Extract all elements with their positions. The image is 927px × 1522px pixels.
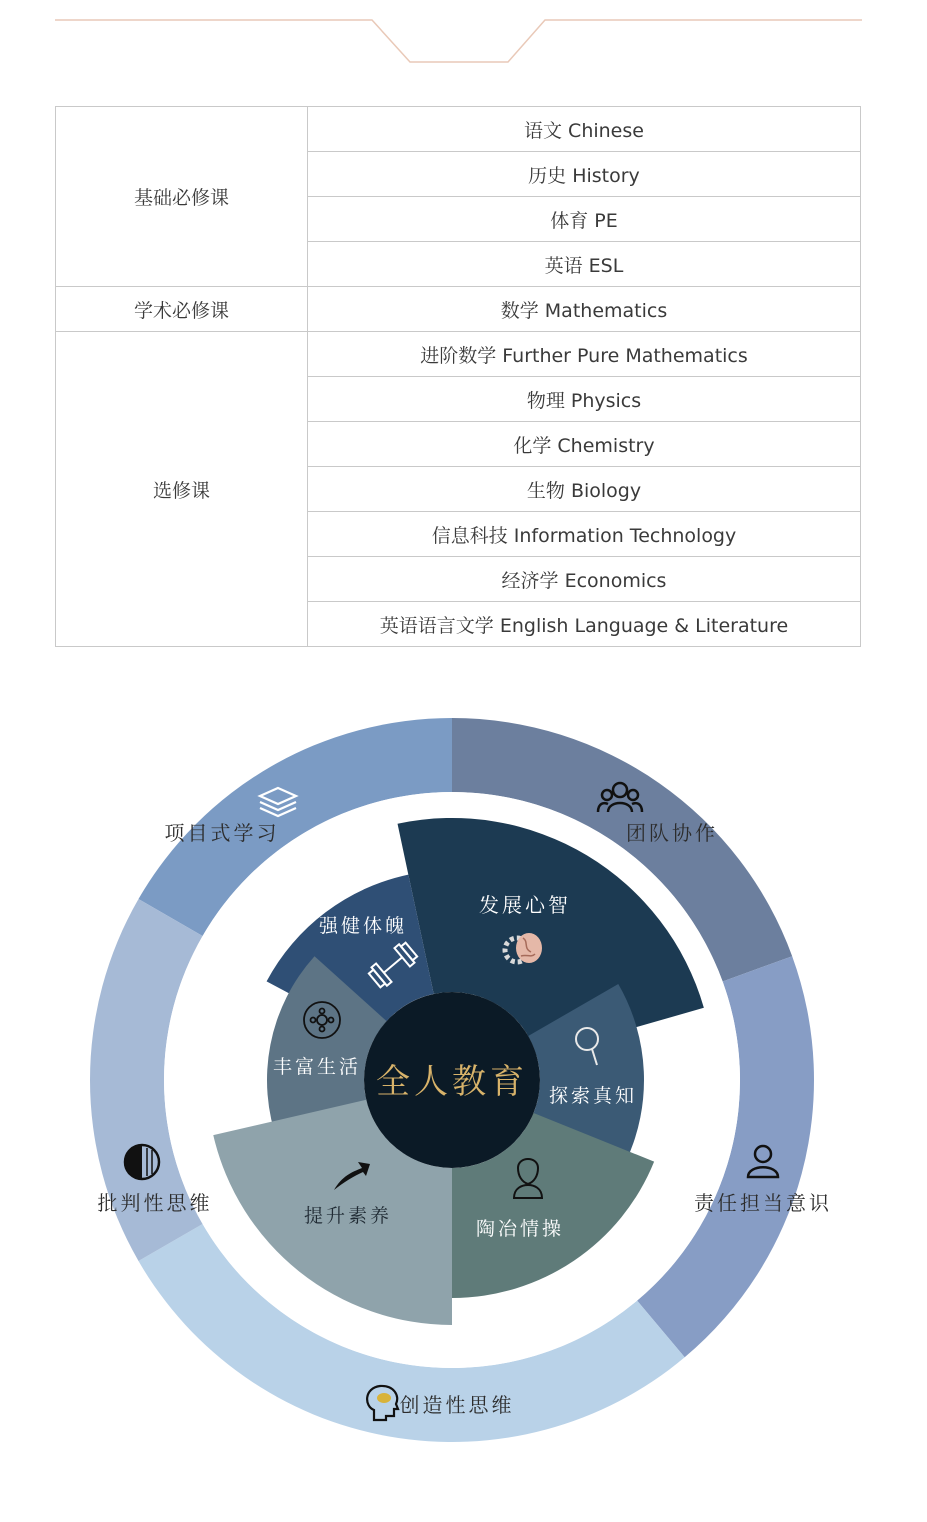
course-cell: 化学 Chemistry [308,422,861,467]
course-cell: 生物 Biology [308,467,861,512]
outer-label-responsibility: 责任担当意识 [694,1191,832,1215]
course-cell: 英语 ESL [308,242,861,287]
course-cell: 进阶数学 Further Pure Mathematics [308,332,861,377]
outer-label-teamwork: 团队协作 [626,821,718,845]
inner-label-body: 强健体魄 [318,915,408,937]
inner-label-mind: 发展心智 [479,893,571,917]
course-table [55,106,861,647]
outer-label-creative-thinking: 创造性思维 [399,1393,515,1417]
inner-label-sentiment: 陶冶情操 [475,1218,565,1240]
category-cell: 学术必修课 [56,287,308,332]
course-cell: 历史 History [308,152,861,197]
table-row [56,107,861,152]
top-divider [0,0,927,80]
course-cell: 数学 Mathematics [308,287,861,332]
course-cell: 经济学 Economics [308,557,861,602]
outer-label-critical-thinking: 批判性思维 [97,1191,213,1215]
outer-label-project-learning: 项目式学习 [164,821,280,845]
whole-person-education-wheel [0,700,927,1480]
table-row [56,332,861,377]
course-cell: 语文 Chinese [308,107,861,152]
category-cell: 基础必修课 [56,107,308,287]
inner-label-explore: 探索真知 [548,1085,638,1107]
inner-label-quality: 提升素养 [303,1205,393,1227]
course-cell: 英语语言文学 English Language & Literature [308,602,861,647]
center-label: 全人教育 [376,1062,528,1102]
table-row [56,287,861,332]
course-cell: 体育 PE [308,197,861,242]
inner-label-life: 丰富生活 [272,1056,362,1078]
category-cell: 选修课 [56,332,308,647]
course-cell: 物理 Physics [308,377,861,422]
course-cell: 信息科技 Information Technology [308,512,861,557]
